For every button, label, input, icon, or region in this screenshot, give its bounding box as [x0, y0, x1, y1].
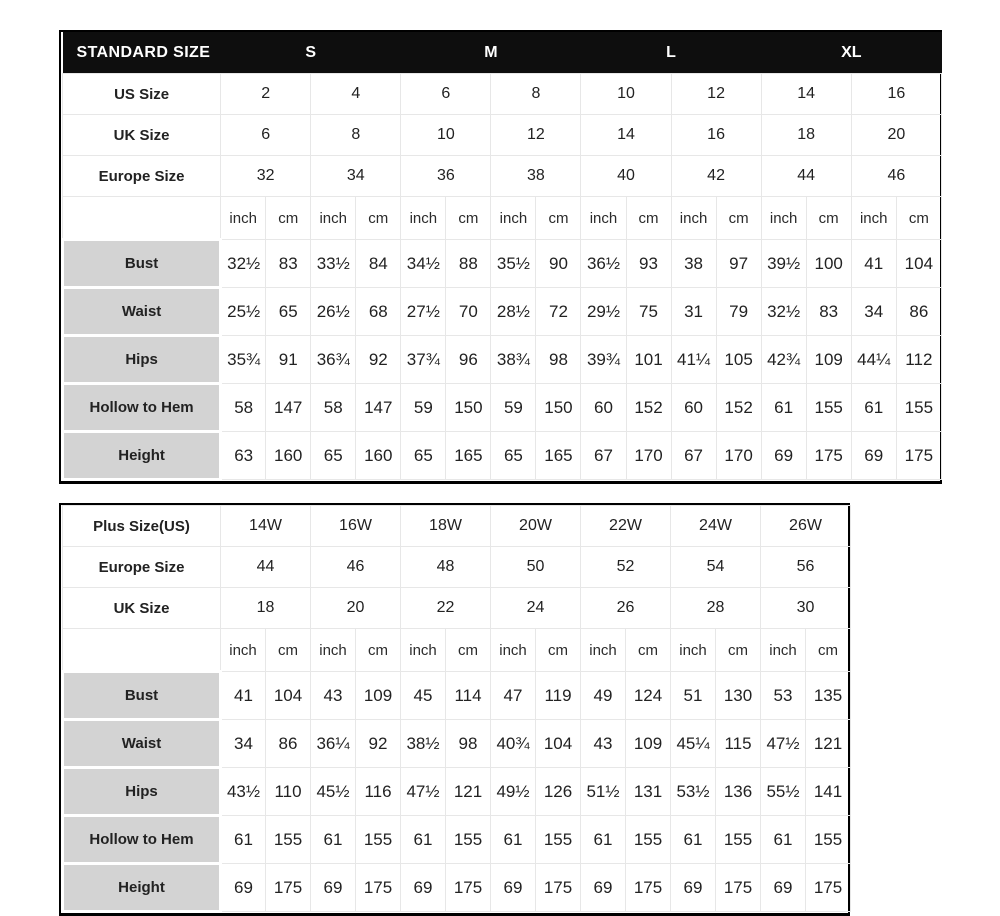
measure-value-cell: 155 [356, 816, 401, 864]
measure-value-cell: 112 [896, 336, 941, 384]
size-value-cell: 6 [401, 74, 491, 115]
measurement-row [63, 384, 942, 432]
measure-value-cell: 51 [671, 672, 716, 720]
size-value-cell: 18W [401, 506, 491, 547]
measure-value-cell: 121 [806, 720, 851, 768]
unit-row-spacer [63, 197, 221, 240]
measure-value-cell: 104 [896, 240, 941, 288]
measure-value-cell: 175 [536, 864, 581, 912]
unit-cell-cm: cm [806, 629, 851, 672]
size-value-cell: 20W [491, 506, 581, 547]
measure-value-cell: 61 [491, 816, 536, 864]
size-group-header: S [221, 32, 401, 74]
unit-cell-cm: cm [806, 197, 851, 240]
measure-value-cell: 43½ [221, 768, 266, 816]
measure-value-cell: 31 [671, 288, 716, 336]
measure-value-cell: 152 [716, 384, 761, 432]
measure-value-cell: 131 [626, 768, 671, 816]
size-value-cell: 36 [401, 156, 491, 197]
row-label: Bust [63, 672, 221, 720]
measure-value-cell: 175 [806, 432, 851, 480]
measure-value-cell: 59 [401, 384, 446, 432]
measure-value-cell: 96 [446, 336, 491, 384]
measure-value-cell: 150 [446, 384, 491, 432]
measure-value-cell: 25½ [221, 288, 266, 336]
size-conversion-row [63, 588, 851, 629]
measurement-row [63, 720, 851, 768]
measure-value-cell: 115 [716, 720, 761, 768]
unit-cell-inch: inch [491, 197, 536, 240]
measure-value-cell: 114 [446, 672, 491, 720]
measure-value-cell: 67 [581, 432, 626, 480]
measure-value-cell: 61 [761, 816, 806, 864]
measure-value-cell: 47 [491, 672, 536, 720]
measure-value-cell: 175 [626, 864, 671, 912]
measure-value-cell: 119 [536, 672, 581, 720]
measure-value-cell: 93 [626, 240, 671, 288]
measure-value-cell: 26½ [311, 288, 356, 336]
row-label: Hollow to Hem [63, 384, 221, 432]
size-value-cell: 12 [491, 115, 581, 156]
size-conversion-row [63, 115, 942, 156]
size-value-cell: 14W [221, 506, 311, 547]
measure-value-cell: 88 [446, 240, 491, 288]
row-label: Hollow to Hem [63, 816, 221, 864]
measure-value-cell: 68 [356, 288, 401, 336]
measurement-row [63, 864, 851, 912]
unit-header-row [63, 629, 851, 672]
size-value-cell: 18 [221, 588, 311, 629]
measure-value-cell: 155 [626, 816, 671, 864]
unit-cell-cm: cm [536, 197, 581, 240]
measure-value-cell: 53½ [671, 768, 716, 816]
unit-cell-inch: inch [761, 197, 806, 240]
row-label: Hips [63, 336, 221, 384]
measure-value-cell: 69 [761, 432, 806, 480]
measure-value-cell: 65 [266, 288, 311, 336]
measure-value-cell: 69 [311, 864, 356, 912]
size-value-cell: 18 [761, 115, 851, 156]
measure-value-cell: 51½ [581, 768, 626, 816]
measure-value-cell: 28½ [491, 288, 536, 336]
measure-value-cell: 104 [536, 720, 581, 768]
size-value-cell: 8 [311, 115, 401, 156]
measure-value-cell: 175 [716, 864, 761, 912]
size-value-cell: 52 [581, 547, 671, 588]
measure-value-cell: 55½ [761, 768, 806, 816]
measurement-row [63, 672, 851, 720]
unit-cell-inch: inch [221, 629, 266, 672]
unit-cell-cm: cm [446, 197, 491, 240]
unit-header-row [63, 197, 942, 240]
size-value-cell: 2 [221, 74, 311, 115]
unit-cell-inch: inch [221, 197, 266, 240]
measure-value-cell: 165 [536, 432, 581, 480]
measure-value-cell: 45 [401, 672, 446, 720]
size-value-cell: 12 [671, 74, 761, 115]
measure-value-cell: 175 [896, 432, 941, 480]
size-value-cell: 16 [851, 74, 941, 115]
measure-value-cell: 92 [356, 336, 401, 384]
size-value-cell: 14 [581, 115, 671, 156]
unit-cell-inch: inch [491, 629, 536, 672]
unit-cell-cm: cm [446, 629, 491, 672]
row-label: Height [63, 432, 221, 480]
unit-cell-inch: inch [401, 629, 446, 672]
measure-value-cell: 61 [851, 384, 896, 432]
measure-value-cell: 98 [446, 720, 491, 768]
size-value-cell: 44 [761, 156, 851, 197]
measure-value-cell: 53 [761, 672, 806, 720]
size-group-header: L [581, 32, 761, 74]
measure-value-cell: 155 [536, 816, 581, 864]
unit-cell-cm: cm [896, 197, 941, 240]
size-value-cell: 20 [311, 588, 401, 629]
measure-value-cell: 72 [536, 288, 581, 336]
size-value-cell: 48 [401, 547, 491, 588]
row-label: UK Size [63, 588, 221, 629]
plus-size-table-container [59, 503, 850, 916]
measure-value-cell: 109 [806, 336, 851, 384]
measure-value-cell: 83 [266, 240, 311, 288]
unit-cell-cm: cm [266, 629, 311, 672]
measure-value-cell: 83 [806, 288, 851, 336]
table-title: STANDARD SIZE [63, 32, 221, 74]
size-value-cell: 32 [221, 156, 311, 197]
unit-cell-cm: cm [716, 197, 761, 240]
measure-value-cell: 67 [671, 432, 716, 480]
unit-cell-cm: cm [626, 629, 671, 672]
size-value-cell: 10 [401, 115, 491, 156]
measure-value-cell: 90 [536, 240, 581, 288]
measure-value-cell: 34 [221, 720, 266, 768]
unit-cell-inch: inch [311, 197, 356, 240]
measure-value-cell: 130 [716, 672, 761, 720]
measure-value-cell: 49½ [491, 768, 536, 816]
measure-value-cell: 32½ [761, 288, 806, 336]
measure-value-cell: 40¾ [491, 720, 536, 768]
unit-cell-inch: inch [761, 629, 806, 672]
measure-value-cell: 155 [716, 816, 761, 864]
measure-value-cell: 41¼ [671, 336, 716, 384]
measure-value-cell: 101 [626, 336, 671, 384]
measure-value-cell: 91 [266, 336, 311, 384]
size-value-cell: 16 [671, 115, 761, 156]
size-value-cell: 20 [851, 115, 941, 156]
measure-value-cell: 60 [671, 384, 716, 432]
measure-value-cell: 86 [266, 720, 311, 768]
size-conversion-row [63, 74, 942, 115]
size-value-cell: 26W [761, 506, 851, 547]
size-value-cell: 46 [311, 547, 401, 588]
size-value-cell: 14 [761, 74, 851, 115]
unit-cell-inch: inch [851, 197, 896, 240]
size-group-header: M [401, 32, 581, 74]
measure-value-cell: 60 [581, 384, 626, 432]
measure-value-cell: 33½ [311, 240, 356, 288]
measure-value-cell: 109 [626, 720, 671, 768]
measure-value-cell: 84 [356, 240, 401, 288]
measure-value-cell: 69 [401, 864, 446, 912]
measure-value-cell: 38½ [401, 720, 446, 768]
row-label: US Size [63, 74, 221, 115]
row-label: Europe Size [63, 547, 221, 588]
measure-value-cell: 141 [806, 768, 851, 816]
measure-value-cell: 38 [671, 240, 716, 288]
measure-value-cell: 155 [806, 384, 851, 432]
measure-value-cell: 61 [221, 816, 266, 864]
measure-value-cell: 61 [581, 816, 626, 864]
measurement-row [63, 240, 942, 288]
measure-value-cell: 152 [626, 384, 671, 432]
measure-value-cell: 126 [536, 768, 581, 816]
measure-value-cell: 35½ [491, 240, 536, 288]
measure-value-cell: 61 [761, 384, 806, 432]
measure-value-cell: 43 [581, 720, 626, 768]
measure-value-cell: 47½ [761, 720, 806, 768]
measure-value-cell: 43 [311, 672, 356, 720]
measure-value-cell: 69 [851, 432, 896, 480]
size-value-cell: 44 [221, 547, 311, 588]
size-group-header: XL [761, 32, 941, 74]
measure-value-cell: 65 [311, 432, 356, 480]
measure-value-cell: 69 [221, 864, 266, 912]
measurement-row [63, 288, 942, 336]
size-value-cell: 22W [581, 506, 671, 547]
row-label: Hips [63, 768, 221, 816]
measure-value-cell: 41 [851, 240, 896, 288]
measure-value-cell: 37¾ [401, 336, 446, 384]
measure-value-cell: 59 [491, 384, 536, 432]
measure-value-cell: 39½ [761, 240, 806, 288]
size-value-cell: 30 [761, 588, 851, 629]
size-value-cell: 10 [581, 74, 671, 115]
measure-value-cell: 47½ [401, 768, 446, 816]
measure-value-cell: 165 [446, 432, 491, 480]
size-value-cell: 4 [311, 74, 401, 115]
measure-value-cell: 175 [356, 864, 401, 912]
size-conversion-row [63, 506, 851, 547]
measure-value-cell: 69 [491, 864, 536, 912]
measure-value-cell: 98 [536, 336, 581, 384]
measure-value-cell: 121 [446, 768, 491, 816]
measure-value-cell: 69 [671, 864, 716, 912]
measure-value-cell: 160 [356, 432, 401, 480]
size-value-cell: 56 [761, 547, 851, 588]
measure-value-cell: 100 [806, 240, 851, 288]
measure-value-cell: 150 [536, 384, 581, 432]
unit-row-spacer [63, 629, 221, 672]
plus-size-table [61, 505, 851, 913]
measure-value-cell: 155 [896, 384, 941, 432]
measure-value-cell: 104 [266, 672, 311, 720]
measure-value-cell: 58 [311, 384, 356, 432]
measurement-row [63, 768, 851, 816]
row-label: Waist [63, 288, 221, 336]
measure-value-cell: 49 [581, 672, 626, 720]
row-label: Europe Size [63, 156, 221, 197]
measurement-row [63, 816, 851, 864]
measure-value-cell: 109 [356, 672, 401, 720]
measure-value-cell: 69 [761, 864, 806, 912]
size-conversion-row [63, 547, 851, 588]
measure-value-cell: 34½ [401, 240, 446, 288]
size-value-cell: 24 [491, 588, 581, 629]
measure-value-cell: 38¾ [491, 336, 536, 384]
measure-value-cell: 61 [311, 816, 356, 864]
measure-value-cell: 124 [626, 672, 671, 720]
measure-value-cell: 170 [626, 432, 671, 480]
measure-value-cell: 36¼ [311, 720, 356, 768]
size-value-cell: 8 [491, 74, 581, 115]
size-value-cell: 38 [491, 156, 581, 197]
measure-value-cell: 92 [356, 720, 401, 768]
size-value-cell: 42 [671, 156, 761, 197]
size-value-cell: 34 [311, 156, 401, 197]
measure-value-cell: 160 [266, 432, 311, 480]
measure-value-cell: 116 [356, 768, 401, 816]
size-value-cell: 46 [851, 156, 941, 197]
measure-value-cell: 79 [716, 288, 761, 336]
measure-value-cell: 36¾ [311, 336, 356, 384]
size-value-cell: 6 [221, 115, 311, 156]
measure-value-cell: 29½ [581, 288, 626, 336]
measure-value-cell: 65 [401, 432, 446, 480]
row-label: Height [63, 864, 221, 912]
measure-value-cell: 136 [716, 768, 761, 816]
size-conversion-row [63, 156, 942, 197]
size-value-cell: 26 [581, 588, 671, 629]
standard-size-table-container [59, 30, 942, 484]
standard-size-table [61, 32, 942, 481]
unit-cell-cm: cm [536, 629, 581, 672]
measure-value-cell: 63 [221, 432, 266, 480]
measure-value-cell: 170 [716, 432, 761, 480]
measure-value-cell: 97 [716, 240, 761, 288]
size-value-cell: 24W [671, 506, 761, 547]
measure-value-cell: 147 [266, 384, 311, 432]
size-value-cell: 16W [311, 506, 401, 547]
measure-value-cell: 39¾ [581, 336, 626, 384]
measure-value-cell: 45¼ [671, 720, 716, 768]
measure-value-cell: 175 [266, 864, 311, 912]
measure-value-cell: 105 [716, 336, 761, 384]
size-value-cell: 54 [671, 547, 761, 588]
measurement-row [63, 432, 942, 480]
measure-value-cell: 58 [221, 384, 266, 432]
unit-cell-inch: inch [401, 197, 446, 240]
measure-value-cell: 175 [446, 864, 491, 912]
measure-value-cell: 175 [806, 864, 851, 912]
unit-cell-cm: cm [356, 629, 401, 672]
row-label: UK Size [63, 115, 221, 156]
measure-value-cell: 155 [446, 816, 491, 864]
size-value-cell: 40 [581, 156, 671, 197]
size-value-cell: 22 [401, 588, 491, 629]
row-label: Bust [63, 240, 221, 288]
measure-value-cell: 36½ [581, 240, 626, 288]
unit-cell-cm: cm [716, 629, 761, 672]
measure-value-cell: 44¼ [851, 336, 896, 384]
measure-value-cell: 70 [446, 288, 491, 336]
measure-value-cell: 147 [356, 384, 401, 432]
unit-cell-inch: inch [581, 197, 626, 240]
table-header-row [63, 32, 942, 74]
measure-value-cell: 41 [221, 672, 266, 720]
unit-cell-cm: cm [266, 197, 311, 240]
measure-value-cell: 135 [806, 672, 851, 720]
measure-value-cell: 32½ [221, 240, 266, 288]
unit-cell-inch: inch [311, 629, 356, 672]
row-label: Waist [63, 720, 221, 768]
unit-cell-cm: cm [626, 197, 671, 240]
measure-value-cell: 35¾ [221, 336, 266, 384]
measure-value-cell: 42¾ [761, 336, 806, 384]
unit-cell-cm: cm [356, 197, 401, 240]
measure-value-cell: 27½ [401, 288, 446, 336]
row-label: Plus Size(US) [63, 506, 221, 547]
measure-value-cell: 155 [266, 816, 311, 864]
measure-value-cell: 75 [626, 288, 671, 336]
measure-value-cell: 61 [671, 816, 716, 864]
unit-cell-inch: inch [671, 629, 716, 672]
unit-cell-inch: inch [671, 197, 716, 240]
measure-value-cell: 110 [266, 768, 311, 816]
measure-value-cell: 86 [896, 288, 941, 336]
measure-value-cell: 45½ [311, 768, 356, 816]
measure-value-cell: 34 [851, 288, 896, 336]
size-value-cell: 28 [671, 588, 761, 629]
measure-value-cell: 61 [401, 816, 446, 864]
measurement-row [63, 336, 942, 384]
measure-value-cell: 69 [581, 864, 626, 912]
measure-value-cell: 155 [806, 816, 851, 864]
unit-cell-inch: inch [581, 629, 626, 672]
size-value-cell: 50 [491, 547, 581, 588]
measure-value-cell: 65 [491, 432, 536, 480]
